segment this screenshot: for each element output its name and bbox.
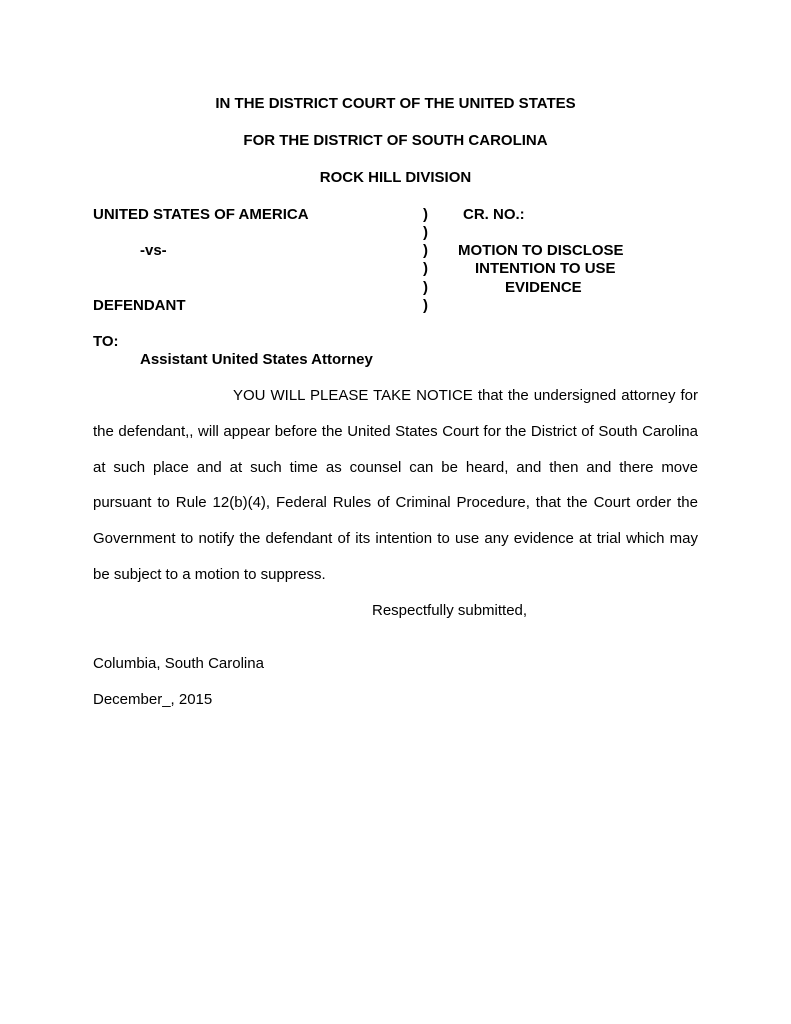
caption-paren: ) (423, 206, 428, 223)
caption-paren: ) (423, 260, 428, 277)
signoff: Respectfully submitted, (372, 602, 528, 619)
caption-paren: ) (423, 224, 428, 241)
motion-title-line-2: INTENTION TO USE (475, 260, 616, 277)
signing-place: Columbia, South Carolina (93, 655, 264, 672)
caption-paren: ) (423, 297, 428, 314)
notice-paragraph (93, 378, 698, 593)
court-heading-line-2: FOR THE DISTRICT OF SOUTH CAROLINA (243, 132, 548, 149)
addressee-name: Assistant United States Attorney (140, 351, 373, 368)
motion-title-line-3: EVIDENCE (505, 279, 582, 296)
notice-paragraph-text: YOU WILL PLEASE TAKE NOTICE that the undersigned attorney for the defendant,, will appear before the United States Court for the District of South Carolina at such place and at such time as counsel can be heard, and then and there move pursuant to Rule 12(b)(4), Federal Rules of Criminal Procedure, that the Court order the Government to notify the defendant of its intention to use any evidence at trial which may be subject to a motion to suppress. (93, 387, 698, 583)
court-heading-line-1: IN THE DISTRICT COURT OF THE UNITED STATES (215, 95, 576, 112)
caption-paren: ) (423, 279, 428, 296)
case-number-label: CR. NO.: (463, 206, 525, 223)
defendant-label: DEFENDANT (93, 297, 186, 314)
motion-title-line-1: MOTION TO DISCLOSE (458, 242, 624, 259)
court-heading-line-3: ROCK HILL DIVISION (319, 169, 472, 186)
plaintiff-name: UNITED STATES OF AMERICA (93, 206, 309, 223)
signing-date: December_, 2015 (93, 691, 213, 708)
versus-label: -vs- (140, 242, 167, 259)
caption-paren: ) (423, 242, 428, 259)
to-label: TO: (93, 333, 119, 350)
